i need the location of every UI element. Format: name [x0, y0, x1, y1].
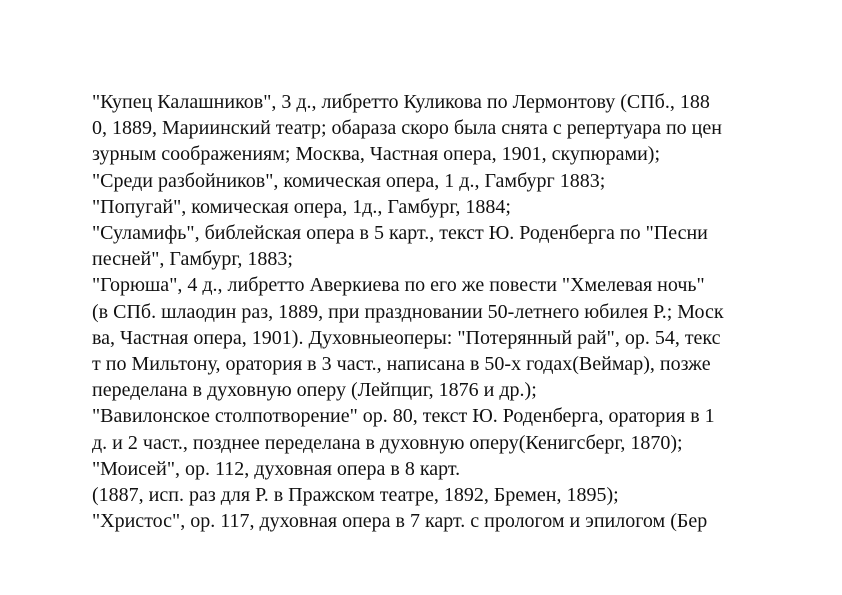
text-line: "Моисей", ор. 112, духовная опера в 8 карт.	[92, 457, 461, 480]
text-line: "Среди разбойников", комическая опера, 1 д., Гамбург 1883;	[92, 169, 606, 192]
text-line: "Купец Калашников", 3 д., либретто Куликова по Лермонтову (СПб., 188	[92, 91, 710, 113]
text-line: переделана в духовную оперу (Лейпциг, 1876 и др.);	[92, 379, 537, 402]
text-line: д. и 2 част., позднее переделана в духовную оперу(Кенигсберг, 1870);	[92, 431, 683, 454]
text-line: 0, 1889, Мариинский театр; обараза скоро была снята с репертуара по цен	[92, 117, 722, 140]
text-line: "Христос", ор. 117, духовная опера в 7 карт. с прологом и эпилогом (Бер	[92, 510, 708, 533]
text-line: зурным соображениям; Москва, Частная опера, 1901, скупюрами);	[92, 143, 661, 166]
text-line: "Горюша", 4 д., либретто Аверкиева по его же повести "Хмелевая ночь"	[92, 274, 705, 297]
text-line: (в СПб. шлаодин раз, 1889, при праздновании 50-летнего юбилея Р.; Моск	[92, 300, 724, 323]
document-text-block	[92, 89, 812, 534]
text-line: "Суламифь", библейская опера в 5 карт., текст Ю. Роденберга по "Песни	[92, 222, 708, 245]
text-line: песней", Гамбург, 1883;	[92, 248, 293, 271]
text-line: (1887, исп. раз для Р. в Пражском театре, 1892, Бремен, 1895);	[92, 484, 619, 507]
text-line: "Попугай", комическая опера, 1д., Гамбург, 1884;	[92, 195, 511, 218]
text-line: т по Мильтону, оратория в 3 част., написана в 50-х годах(Веймар), позже	[92, 353, 711, 376]
text-line: "Вавилонское столпотворение" ор. 80, текст Ю. Роденберга, оратория в 1	[92, 405, 715, 428]
text-line: ва, Частная опера, 1901). Духовныеоперы: "Потерянный рай", ор. 54, текс	[92, 326, 721, 349]
